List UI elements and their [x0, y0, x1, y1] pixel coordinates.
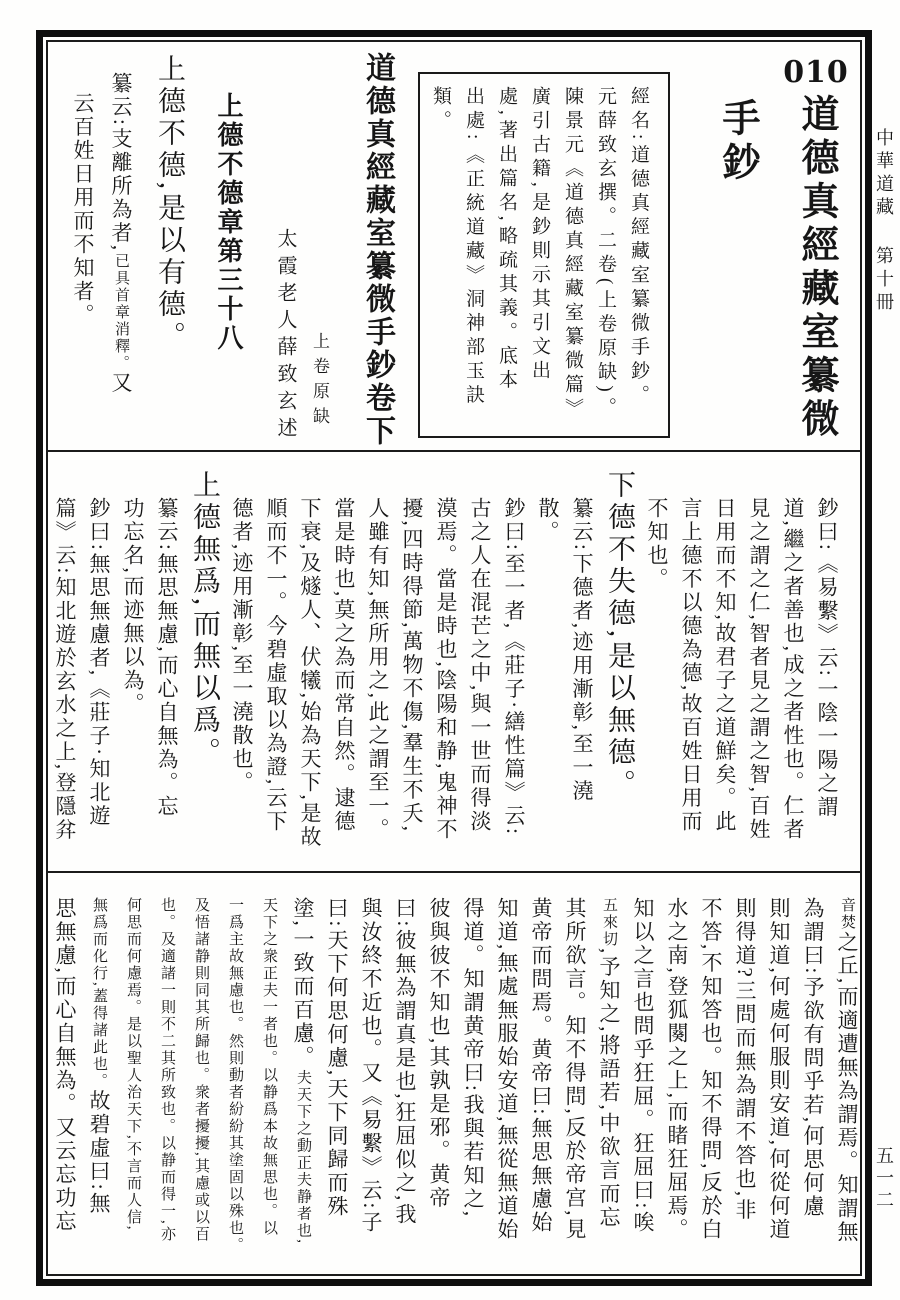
text-segment: 日用而不知,故君子之道鮮矣。此 [713, 497, 737, 834]
author-column: 太霞老人薛致玄述 [274, 228, 296, 444]
text-column [660, 897, 694, 1272]
text-segment: 之丘,而適遭無為謂焉。知謂無 [835, 931, 859, 1245]
text-segment: 經名:道德真經藏室纂微手鈔。 [628, 86, 649, 409]
abstract-column [556, 86, 589, 424]
text-segment: 德者,迹用漸彰,至一澆散也。 [230, 497, 254, 795]
text-segment: 類。 [430, 86, 451, 134]
text-segment: 人雖有知,無所用之,此之謂至一。 [366, 497, 390, 842]
gloss-segment: 音焚 [839, 897, 855, 931]
gloss-segment: 也。及適諸一則不二其所致也。以静而得一,亦 [159, 897, 175, 1243]
text-segment: 彼與彼不知也,其孰是邪。黄帝 [427, 897, 451, 1211]
text-column [592, 897, 626, 1272]
text-segment: 知以之言也問乎狂屈。狂屈曰:唉 [631, 897, 655, 1235]
gloss-segment: 五來切 [601, 897, 617, 948]
text-column [422, 897, 456, 1272]
text-segment: 散。 [536, 497, 560, 544]
text-column [327, 497, 361, 871]
gloss-segment: 天下之衆正夫一者也。以静爲本故無思也。以 [261, 897, 277, 1237]
text-column [48, 897, 82, 1272]
abstract-column [589, 86, 622, 424]
text-segment: 鈔曰:《易繫》云:一陰一陽之謂 [815, 497, 839, 820]
middle-text-section [48, 452, 860, 873]
gloss-segment: 無爲而化行,蓋得諸此也。 [91, 897, 107, 1090]
text-column [531, 497, 565, 871]
subtitle-column: 手鈔 [716, 98, 758, 186]
text-column [82, 497, 116, 871]
text-segment: 元薛致玄撰。二卷(上卷原缺)。 [595, 86, 616, 421]
abstract-box [418, 72, 670, 438]
main-title: 道德真經藏室纂微 [795, 94, 837, 442]
abstract-column [523, 86, 556, 424]
volume-number: 第十冊 [874, 246, 894, 315]
text-segment: 則得道?三問而無為謂不答也,非 [733, 897, 757, 1223]
text-segment: 曰:天下何思何慮,天下同歸而殊 [325, 897, 349, 1219]
text-segment: 水之南,登狐闋之上,而睹狂屈焉。 [665, 897, 689, 1242]
text-segment: 見之謂之仁,智者見之謂之智,百姓 [747, 497, 771, 842]
text-segment: 不知也。 [645, 497, 669, 591]
text-segment: 則知道,何處何服則安道,何從何道 [767, 897, 791, 1242]
text-segment: 故碧虛曰:無 [87, 1089, 111, 1216]
text-segment: 當是時也,莫之為而常自然。逮德 [332, 497, 356, 834]
text-column [796, 897, 830, 1272]
text-segment: 古之人在混芒之中,與一世而得淡 [468, 497, 492, 834]
text-column [395, 497, 429, 871]
text-column [184, 897, 218, 1272]
bottom-flow [48, 873, 860, 1272]
text-column [320, 897, 354, 1272]
text-column [524, 897, 558, 1272]
text-column [565, 497, 599, 871]
text-column [830, 897, 860, 1272]
text-segment: 篇》云:知北遊於玄水之上,登隱弅 [53, 497, 77, 843]
middle-flow [48, 452, 858, 871]
text-segment: ,予知之,將語若,中欲言而忘 [597, 948, 621, 1230]
scripture-column [599, 470, 640, 871]
text-segment: 纂云:無思無慮,而心自無為。忘 [155, 497, 179, 819]
bottom-text-section [48, 873, 860, 1272]
abstract-column [424, 86, 457, 424]
text-column [456, 897, 490, 1272]
text-column [558, 897, 592, 1272]
text-column [116, 897, 150, 1272]
text-segment: 曰:彼無為謂真是也,狂屈似之,我 [393, 897, 417, 1227]
text-column [708, 497, 742, 871]
text-segment: 與汝終不近也。又《易繫》云:子 [359, 897, 383, 1235]
margin-page-number: 五一二 [874, 1146, 894, 1212]
text-column [116, 497, 150, 871]
abstract-column [457, 86, 490, 424]
title-section [48, 42, 860, 452]
text-column [810, 497, 844, 871]
chapter-title-column: 上德不德章第三十八 [214, 92, 243, 353]
text-segment: 陳景元《道德真經藏室纂微篇》 [562, 86, 583, 422]
text-segment: 下衰,及燧人、伏犧,始為天下,是故 [298, 497, 322, 850]
text-column [388, 897, 422, 1272]
text-segment: 廣引古籍,是鈔則示其引文出 [529, 86, 550, 384]
text-segment: 塗,一致而百慮。 [291, 897, 315, 1070]
text-segment: 又 [109, 371, 133, 396]
abstract-column [622, 86, 655, 424]
gloss-segment: 一爲主故無慮也。然則動者紛紛其塗固以殊也。 [227, 897, 243, 1254]
text-segment: 上德不德,是以有德。 [154, 54, 185, 353]
text-segment: 不答,不知答也。知不得問,反於白 [699, 897, 723, 1242]
text-column [497, 497, 531, 871]
text-column [225, 497, 259, 871]
gloss-segment: 及悟諸静則同其所歸也。衆者擾擾,其慮或以百 [193, 897, 209, 1243]
text-column [354, 897, 388, 1272]
text-segment: 知道,無處無服始安道,無從無道始 [495, 897, 519, 1242]
text-segment: 下德不失德,是以無德。 [604, 470, 635, 801]
text-segment: 得道。知謂黄帝曰:我與若知之, [461, 897, 485, 1219]
text-segment: 其所欲言。知不得問,反於帝宫,見 [563, 897, 587, 1242]
text-column [259, 497, 293, 871]
text-segment: 功忘名,而迹無以為。 [121, 497, 145, 717]
text-column [150, 897, 184, 1272]
text-column [463, 497, 497, 871]
text-column [252, 897, 286, 1272]
text-segment: 纂云:支離所為者, [109, 72, 133, 253]
heading-note-column: 上卷原缺 [310, 332, 329, 432]
text-segment: 鈔曰:至一者,《莊子·繕性篇》云: [502, 497, 526, 837]
abstract-column [490, 86, 523, 424]
text-column [776, 497, 810, 871]
text-column [361, 497, 395, 871]
text-segment: 黄帝而問焉。黄帝曰:無思無慮始 [529, 897, 553, 1235]
commentary-column [104, 72, 138, 395]
text-column [293, 497, 327, 871]
text-column [694, 897, 728, 1272]
text-column [490, 897, 524, 1272]
text-column [429, 497, 463, 871]
volume-heading-column: 道德真經藏室纂微手鈔卷下 [361, 52, 394, 448]
serial-number: 010 [783, 55, 849, 90]
text-segment: 鈔曰:無思無慮者,《莊子·知北遊 [87, 497, 111, 829]
text-segment: 道,繼之者善也,成之者性也。仁者 [781, 497, 805, 842]
text-column [48, 497, 82, 871]
margin-volume-label [870, 128, 898, 315]
text-segment: 漠焉。當是時也,陰陽和静,鬼神不 [434, 497, 458, 842]
text-segment: 上德無爲,而無以爲。 [189, 470, 220, 769]
text-column [286, 897, 320, 1272]
commentary-column [66, 92, 100, 327]
text-segment: 處,著出篇名,略疏其義。底本 [496, 86, 517, 394]
text-segment: 出處:《正統道藏》洞神部玉訣 [463, 86, 484, 409]
volume-title: 中華道藏 [874, 128, 894, 220]
scripture-column [148, 54, 190, 353]
page-frame [36, 30, 872, 1286]
text-column [742, 497, 776, 871]
text-column [762, 897, 796, 1272]
text-column [640, 497, 674, 871]
scripture-column [184, 470, 225, 871]
text-column [82, 897, 116, 1272]
text-segment: 順而不一。今碧虛取以為證,云下 [264, 497, 288, 834]
text-segment: 為謂曰:予欲有問乎若,何思何慮 [801, 897, 825, 1219]
text-column [728, 897, 762, 1272]
text-column [218, 897, 252, 1272]
gloss-segment: 已具首章消釋。 [113, 252, 129, 372]
text-column [150, 497, 184, 871]
title-group [780, 56, 852, 447]
gloss-segment: 夫天下之動正夫静者也, [295, 1069, 311, 1245]
text-column [674, 497, 708, 871]
text-segment: 言上德不以德為德,故百姓日用而 [679, 497, 703, 834]
text-column [626, 897, 660, 1272]
abstract-flow [424, 86, 655, 424]
text-segment: 纂云:下德者,迹用漸彰,至一澆 [570, 497, 594, 803]
text-segment: 思無慮,而心自無為。又云忘功忘 [53, 897, 77, 1234]
gloss-segment: 何思而何慮焉。是以聖人治天下,不言而人信, [125, 897, 141, 1232]
text-segment: 云百姓日用而不知者。 [71, 92, 95, 327]
text-segment: 擾,四時得節,萬物不傷,羣生不夭, [400, 497, 424, 834]
page-frame-inner [46, 40, 862, 1276]
